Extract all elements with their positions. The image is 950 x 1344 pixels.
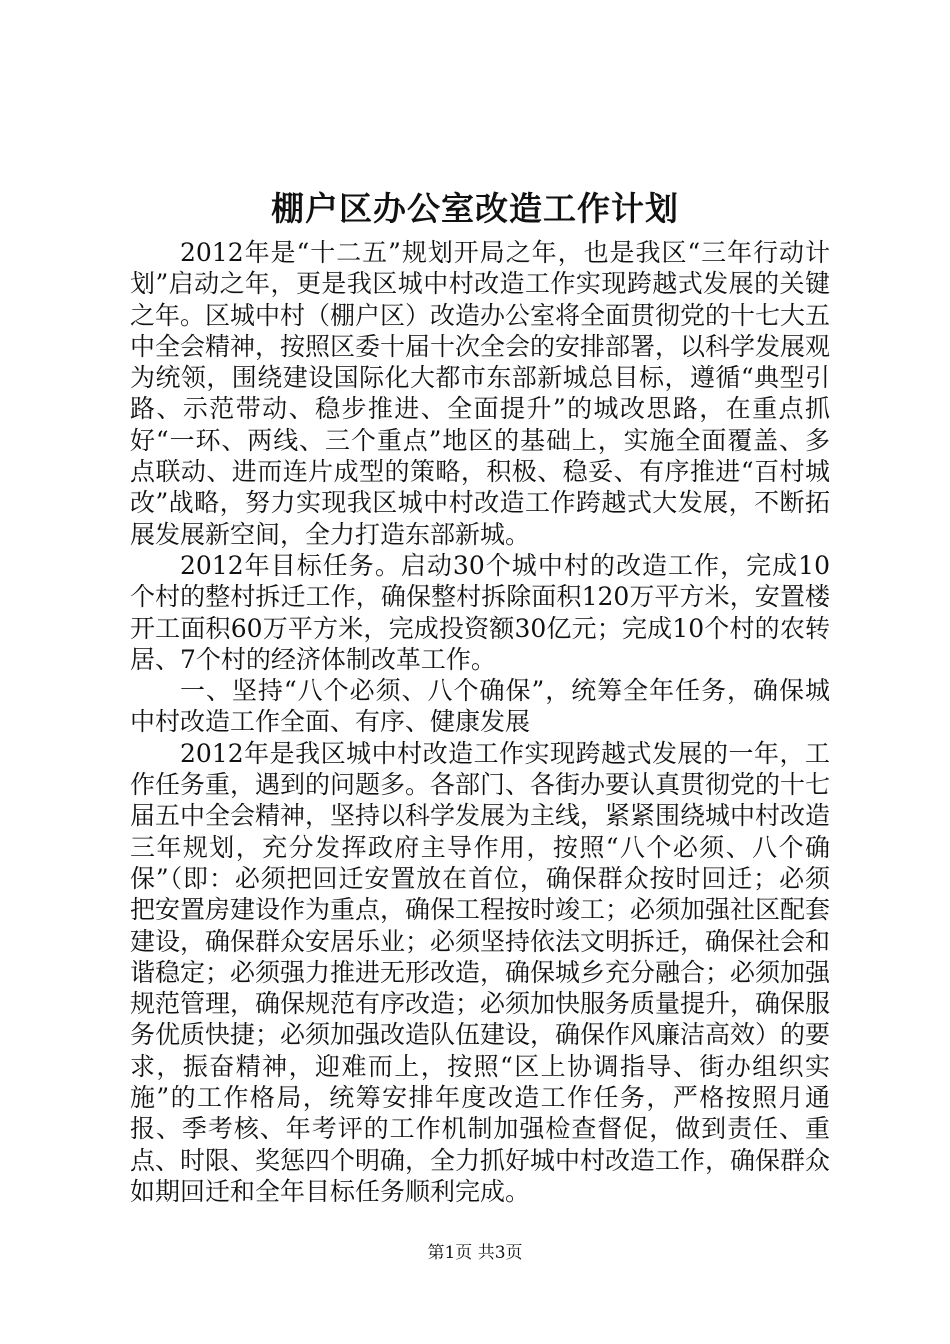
paragraph-section-1: 2012年是我区城中村改造工作实现跨越式发展的一年，工作任务重，遇到的问题多。各部门、各街办要认真贯彻党的十七届五中全会精神，坚持以科学发展为主线，紧紧围绕城中村改造三年规划，充分发挥政府主导作用，按照“八个必须、八个确保”（即：必须把回迁安置放在首位，确保群众按时回迁；必须把安置房建设作为重点，确保工程按时竣工；必须加强社区配套建设，确保群众安居乐业；必须坚持依法文明拆迁，确保社会和谐稳定；必须强力推进无形改造，确保城乡充分融合；必须加强规范管理，确保规范有序改造；必须加快服务质量提升，确保服务优质快捷；必须加强改造队伍建设，确保作风廉洁高效）的要求，振奋精神，迎难而上，按照“区上协调指导、街办组织实施”的工作格局，统筹安排年度改造工作任务，严格按照月通报、季考核、年考评的工作机制加强检查督促，做到责任、重点、时限、奖惩四个明确，全力抓好城中村改造工作，确保群众如期回迁和全年目标任务顺利完成。 [130,738,831,1206]
section-heading-1: 一、坚持“八个必须、八个确保”，统筹全年任务，确保城中村改造工作全面、有序、健康发展 [130,676,830,737]
paragraph-intro: 2012年是“十二五”规划开局之年，也是我区“三年行动计划”启动之年，更是我区城中村改造工作实现跨越式发展的关键之年。区城中村（棚户区）改造办公室将全面贯彻党的十七大五中全会精神，按照区委十届十次全会的安排部署，以科学发展观为统领，围绕建设国际化大都市东部新城总目标，遵循“典型引路、示范带动、稳步推进、全面提升”的城改思路，在重点抓好“一环、两线、三个重点”地区的基础上，实施全面覆盖、多点联动、进而连片成型的策略，积极、稳妥、有序推进“百村城改”战略，努力实现我区城中村改造工作跨越式大发展，不断拓展发展新空间，全力打造东部新城。 [130,238,831,549]
paragraph-targets: 2012年目标任务。启动30个城中村的改造工作，完成10个村的整村拆迁工作，确保整村拆除面积120万平方米，安置楼开工面积60万平方米，完成投资额30亿元；完成10个村的农转居、7个村的经济体制改革工作。 [130,550,830,674]
document-title: 棚户区办公室改造工作计划 [271,189,679,228]
document-body [130,237,830,1207]
page-footer: 第1页 共3页 [427,1243,523,1263]
